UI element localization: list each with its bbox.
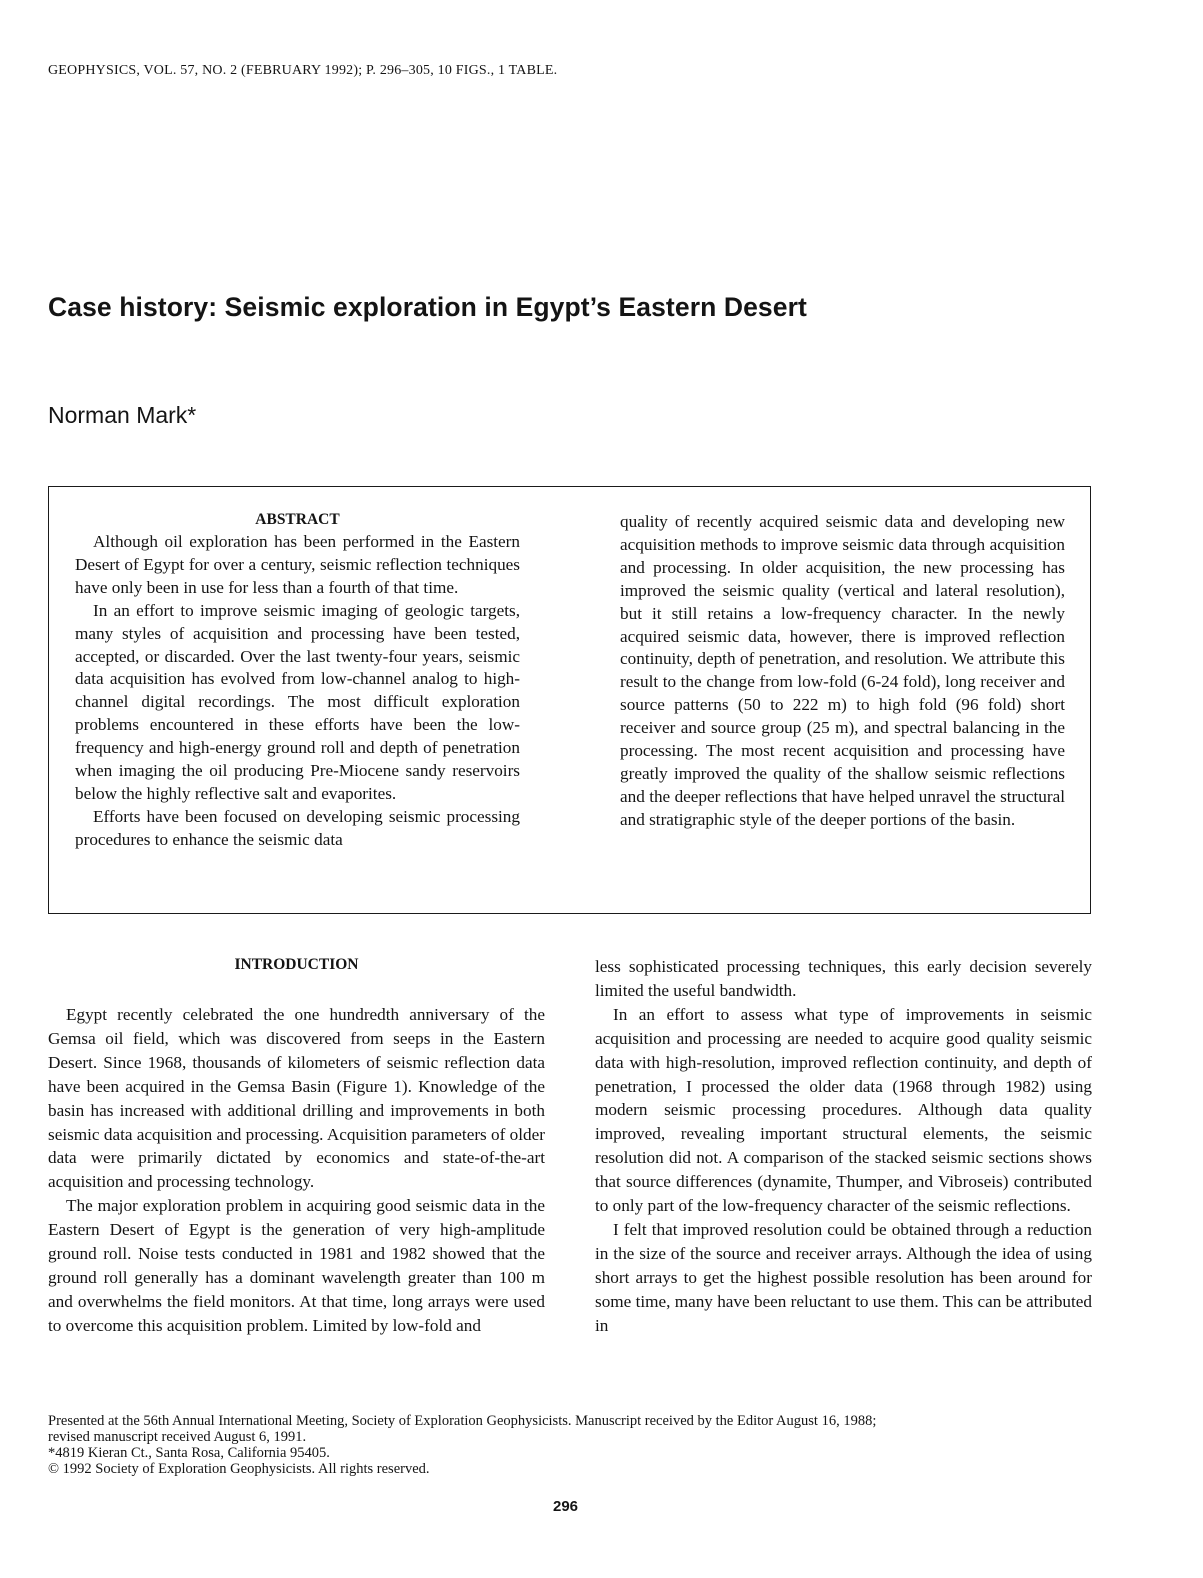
body-paragraph: less sophisticated processing techniques, this early decision severely limited the useful bandwidth. [595, 957, 1092, 1000]
page-number: 296 [553, 1498, 579, 1515]
abstract-box [48, 486, 1091, 914]
abstract-paragraph: Efforts have been focused on developing seismic processing procedures to enhance the seismic data [75, 806, 520, 849]
abstract-paragraph: Although oil exploration has been performed in the Eastern Desert of Egypt for over a century, seismic reflection techniques have only been in use for less than a fourth of that time. [75, 532, 520, 597]
body-column-right [595, 955, 1092, 1338]
body-paragraph: I felt that improved resolution could be obtained through a reduction in the size of the source and receiver arrays. Although the idea of using short arrays to get the highest possible resolution has been around for some time, many have been reluctant to use them. This can be attributed in [595, 1219, 1093, 1335]
abstract-column-left [75, 509, 520, 852]
abstract-heading: ABSTRACT [255, 511, 340, 528]
body-paragraph: In an effort to assess what type of improvements in seismic acquisition and processing are needed to acquire good quality seismic data with high-resolution, improved reflection continuity, and depth of penetration, I processed the older data (1968 through 1982) using modern seismic processing procedures. Although data quality improved, revealing important structural elements, the seismic resolution did not. A comparison of the stacked seismic sections shows that source differences (dynamite, Thumper, and Vibroseis) contributed to only part of the low-frequency character of the seismic reflections. [595, 1004, 1092, 1216]
body-paragraph: Egypt recently celebrated the one hundredth anniversary of the Gemsa oil field, which was discovered from seeps in the Eastern Desert. Since 1968, thousands of kilometers of seismic reflection data have been acquired in the Gemsa Basin (Figure 1). Knowledge of the basin has increased with additional drilling and improvements in both seismic data acquisition and processing. Acquisition parameters of older data were primarily dictated by economics and state-of-the-art acquisition and processing technology. [48, 1005, 545, 1192]
paper-title: Case history: Seismic exploration in Egypt’s Eastern Desert [48, 292, 807, 322]
abstract-paragraph: In an effort to improve seismic imaging of geologic targets, many styles of acquisition and processing have been tested, accepted, or discarded. Over the last twenty-four years, seismic data acquisition has evolved from low-channel analog to high-channel digital recordings. The most difficult exploration problems encountered in these efforts have been the low-frequency and high-energy ground roll and depth of penetration when imaging the oil producing Pre-Miocene sandy reservoirs below the highly reflective salt and evaporites. [75, 600, 520, 803]
abstract-column-right [620, 511, 1065, 832]
journal-header: GEOPHYSICS, VOL. 57, NO. 2 (FEBRUARY 1992); P. 296–305, 10 FIGS., 1 TABLE. [48, 63, 558, 78]
body-column-left [48, 1003, 545, 1338]
abstract-paragraph: quality of recently acquired seismic data and developing new acquisition methods to improve seismic data through acquisition and processing. In older acquisition, the new processing has improved the seismic quality (vertical and lateral resolution), but it still retains a low-frequency character. In the newly acquired seismic data, however, there is improved reflection continuity, depth of penetration, and resolution. We attribute this result to the change from low-fold (6-24 fold), long receiver and source patterns (50 to 222 m) to high fold (96 fold) short receiver and source group (25 m), and spectral balancing in the processing. The most recent acquisition and processing have greatly improved the quality of the shallow seismic reflections and the deeper reflections that have helped unravel the structural and stratigraphic style of the deeper portions of the basin. [620, 512, 1065, 829]
footnote-revised: revised manuscript received August 6, 1991. [48, 1429, 307, 1445]
footnote-author-address: *4819 Kieran Ct., Santa Rosa, California 95405. [48, 1445, 330, 1461]
body-paragraph: The major exploration problem in acquiring good seismic data in the Eastern Desert of Egypt is the generation of very high-amplitude ground roll. Noise tests conducted in 1981 and 1982 showed that the ground roll generally has a dominant wavelength greater than 100 m and overwhelms the field monitors. At that time, long arrays were used to overcome this acquisition problem. Limited by low-fold and [48, 1196, 545, 1335]
footnote-copyright: © 1992 Society of Exploration Geophysicists. All rights reserved. [48, 1461, 430, 1477]
footnote-presented: Presented at the 56th Annual International Meeting, Society of Exploration Geophysicists. Manuscript received by the Editor August 16, 1988; [48, 1413, 877, 1429]
footnotes [48, 1413, 1093, 1477]
author-name: Norman Mark* [48, 402, 197, 428]
introduction-heading: INTRODUCTION [234, 956, 359, 973]
